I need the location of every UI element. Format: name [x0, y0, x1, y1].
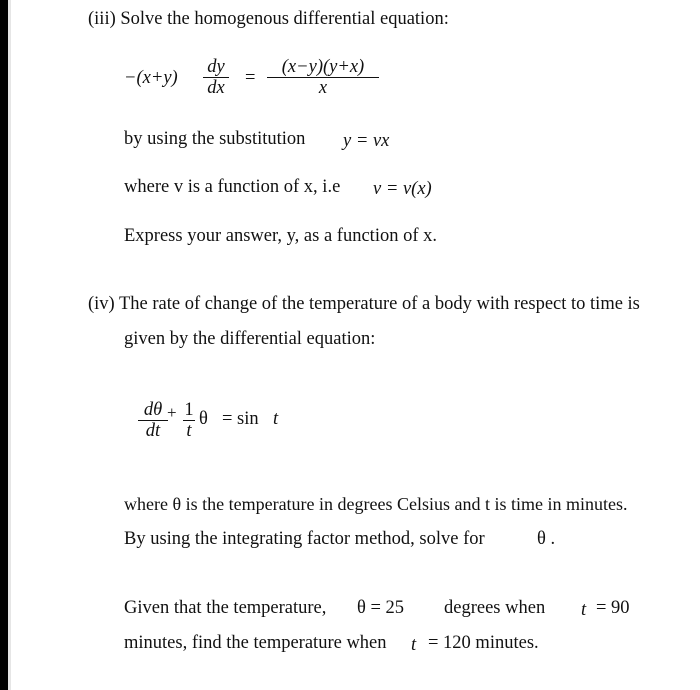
- part4-given-mid: degrees when: [444, 598, 546, 618]
- part4-eq-plus: +: [167, 403, 177, 422]
- part4-eq-fraction-2-denominator: t: [186, 421, 192, 442]
- part4-given-text: Given that the temperature,: [124, 598, 327, 618]
- part3-eq-rhs-denominator: x: [318, 78, 328, 99]
- part3-eq-lhs-numerator: dy: [207, 57, 225, 77]
- part4-where-line: where θ is the temperature in degrees Celsius and t is time in minutes.: [124, 494, 628, 514]
- part4-method-text: By using the integrating factor method, solve for: [124, 529, 485, 549]
- part3-where-equation: v = v(x): [373, 179, 432, 199]
- part4-find-t: t: [411, 635, 417, 655]
- part3-substitution-equation: y = vx: [343, 131, 390, 151]
- part3-express-text: Express your answer, y, as a function of x.: [124, 226, 437, 246]
- part4-given-end: = 90: [596, 598, 630, 618]
- part4-eq-t: t: [273, 409, 279, 429]
- part4-eq-fraction-2: [183, 400, 195, 441]
- part4-eq-fraction-1-numerator: dθ: [143, 400, 163, 420]
- part4-eq-theta: θ: [199, 409, 208, 429]
- part3-eq-rhs-numerator: (x−y)(y+x): [281, 57, 365, 77]
- part3-eq-lhs-fraction: [203, 57, 229, 98]
- part4-eq-fraction-2-numerator: 1: [184, 400, 194, 420]
- part3-eq-rhs-fraction: [267, 57, 379, 98]
- part3-eq-equals: =: [245, 68, 256, 88]
- part3-heading: (iii) Solve the homogenous differential equation:: [88, 9, 449, 29]
- part4-method-symbol: θ .: [537, 529, 556, 549]
- part4-find-text: minutes, find the temperature when: [124, 633, 387, 653]
- part4-heading-line2: given by the differential equation:: [124, 329, 376, 349]
- part4-find-end: = 120 minutes.: [428, 633, 539, 653]
- left-edge-bar: [0, 0, 8, 690]
- part3-where-text: where v is a function of x, i.e: [124, 177, 341, 197]
- part4-given-theta: θ = 25: [357, 598, 405, 618]
- part4-heading-line1: (iv) The rate of change of the temperature of a body with respect to time is: [88, 294, 640, 314]
- part4-eq-fraction-1-denominator: dt: [145, 421, 161, 442]
- part4-eq-fraction-1: [138, 400, 168, 441]
- part4-given-t: t: [581, 600, 587, 620]
- part3-eq-lhs-denominator: dx: [207, 78, 225, 99]
- left-edge-shade: [8, 0, 11, 690]
- part4-eq-rest: = sin: [222, 409, 259, 429]
- part3-eq-lhs-prefix: −(x+y): [124, 68, 178, 88]
- part3-substitution-text: by using the substitution: [124, 129, 306, 149]
